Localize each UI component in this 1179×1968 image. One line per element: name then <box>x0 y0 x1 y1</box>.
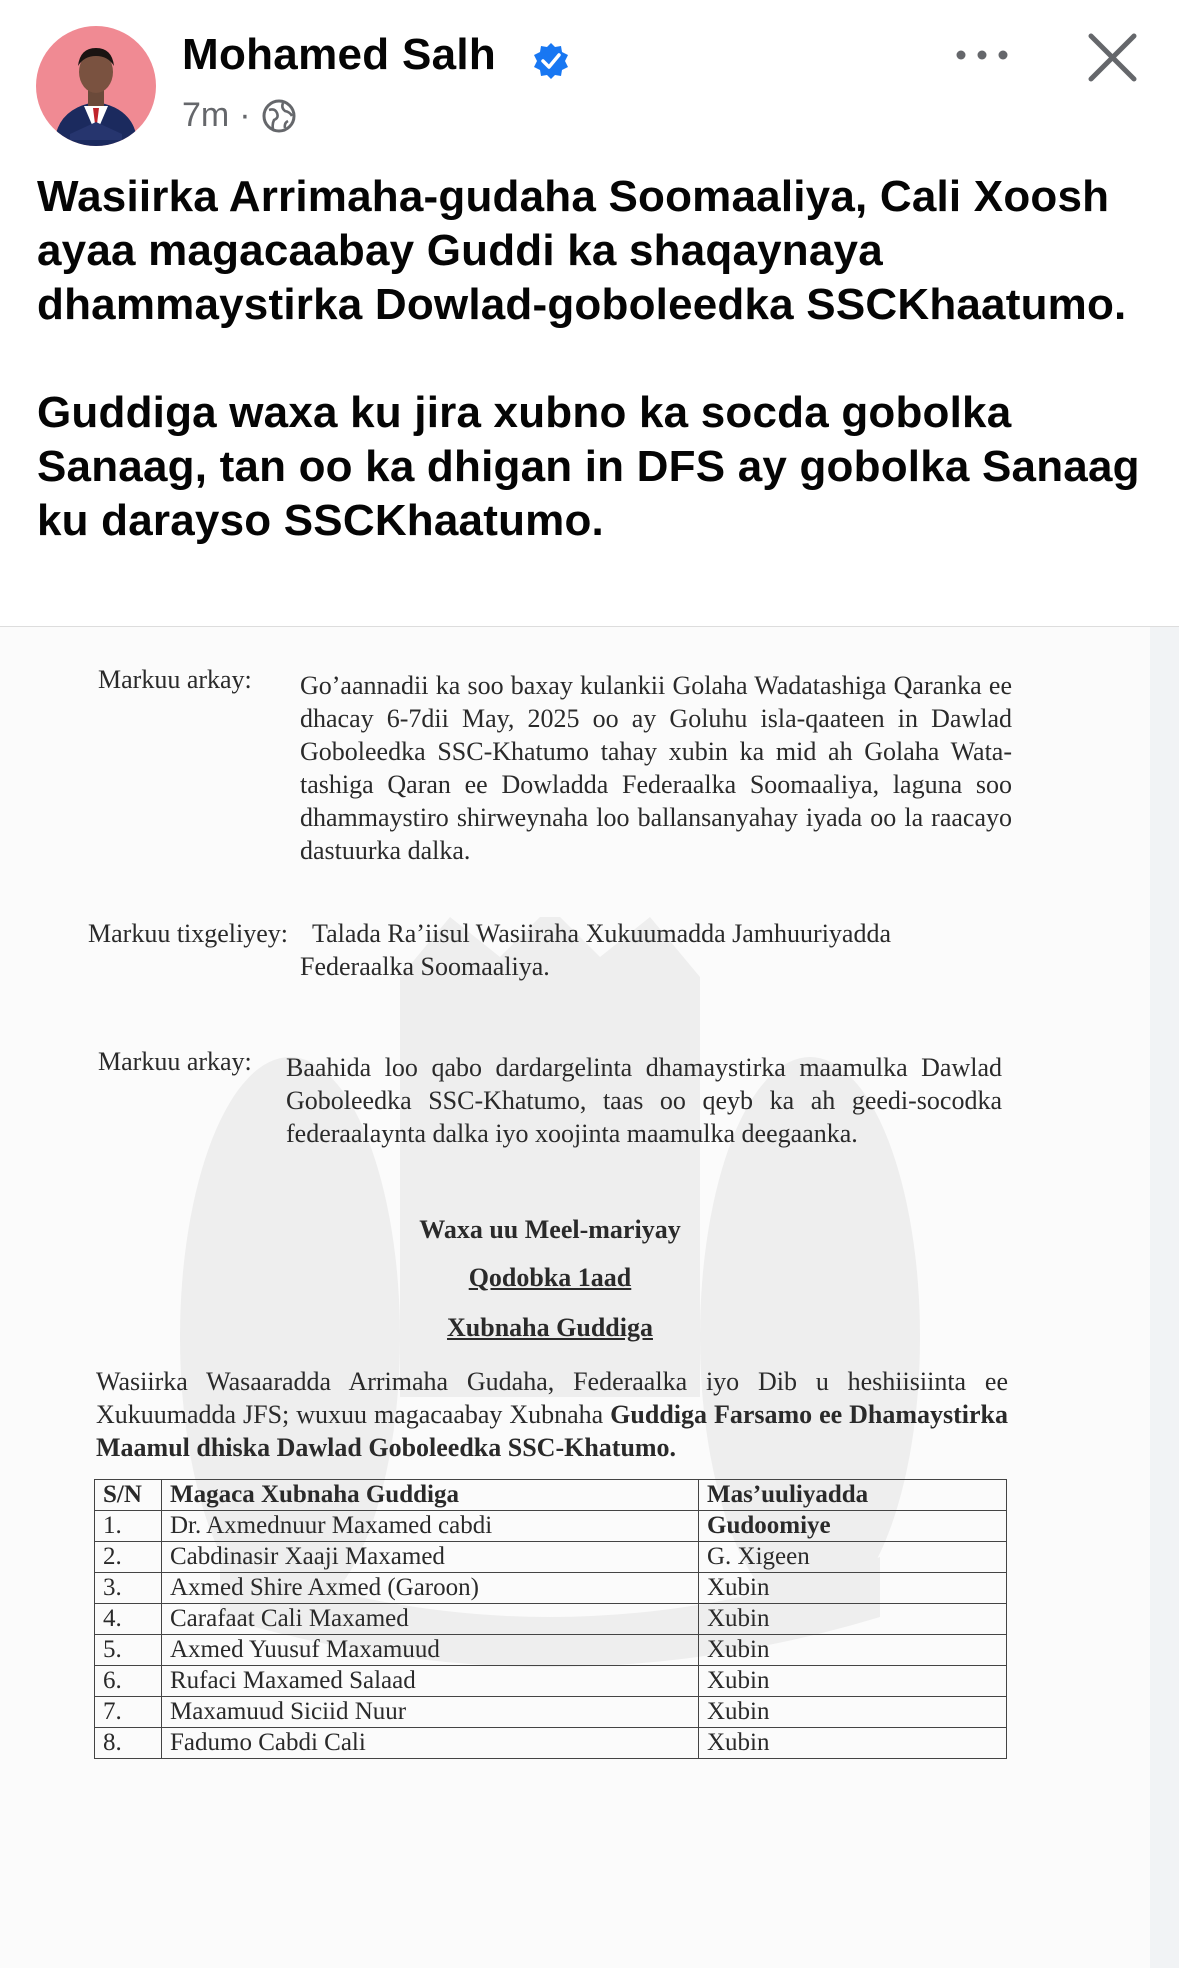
table-row <box>95 1728 1007 1759</box>
cell-name: Cabdinasir Xaaji Maxamed <box>162 1542 699 1573</box>
cell-role: Xubin <box>699 1697 1007 1728</box>
post-time[interactable]: 7m <box>182 96 230 134</box>
table-row <box>95 1635 1007 1666</box>
members-table <box>94 1479 1007 1759</box>
cell-sn: 8. <box>95 1728 162 1759</box>
cell-role: Xubin <box>699 1604 1007 1635</box>
post-paragraph-1: Wasiirka Arrimaha-gudaha Soomaaliya, Cali Xoosh ayaa magacaabay Guddi ka shaqaynaya dhammaystirka Dowlad-goboleedka SSCKhaatumo. <box>37 172 1127 329</box>
verified-badge-icon <box>532 42 570 80</box>
cell-role: Gudoomiye <box>699 1511 1007 1542</box>
globe-icon <box>261 98 297 134</box>
post-body <box>37 170 1147 602</box>
decision-heading: Waxa uu Meel-mariyay <box>419 1215 681 1244</box>
person-avatar-icon <box>36 26 156 146</box>
cell-name: Rufaci Maxamed Salaad <box>162 1666 699 1697</box>
section-1-text: Go’aannadii ka soo baxay kulankii Golaha Wadatashiga Qaranka ee dhacay 6-7dii May, 2025 oo ay Goluhu isla-qaateen in Dawlad Goboleedka SSC-Khatumo tahay xubin ka mid ah Golaha Wata-tashiga Qaran ee Dowladda Federaalka Soomaaliya, laguna soo dhammaystiro shirweynaha loo ballansanyahay iyada oo la raacayo dastuurka dalka. <box>300 671 1012 865</box>
cell-sn: 7. <box>95 1697 162 1728</box>
table-row <box>95 1604 1007 1635</box>
section-2-text: Talada Ra’iisul Wasiiraha Xukuumadda Jamhuuriyadda Federaalka Soomaaliya. <box>300 919 891 981</box>
table-row <box>95 1697 1007 1728</box>
section-2-label: Markuu tixgeliyey: <box>88 919 289 948</box>
cell-name: Axmed Shire Axmed (Garoon) <box>162 1573 699 1604</box>
col-name-header: Magaca Xubnaha Guddiga <box>162 1480 699 1511</box>
cell-sn: 4. <box>95 1604 162 1635</box>
cell-name: Dr. Axmednuur Maxamed cabdi <box>162 1511 699 1542</box>
author-name[interactable]: Mohamed Salh <box>182 30 497 79</box>
more-options-icon[interactable] <box>952 40 1012 70</box>
avatar[interactable] <box>36 26 156 146</box>
col-sn-header: S/N <box>95 1480 162 1511</box>
cell-name: Fadumo Cabdi Cali <box>162 1728 699 1759</box>
committee-heading: Xubnaha Guddiga <box>447 1313 653 1342</box>
document-edge <box>1150 627 1179 1968</box>
table-row <box>95 1542 1007 1573</box>
table-header-row <box>95 1480 1007 1511</box>
cell-role: Xubin <box>699 1635 1007 1666</box>
cell-sn: 6. <box>95 1666 162 1697</box>
meta-separator: · <box>239 96 251 134</box>
cell-name: Carafaat Cali Maxamed <box>162 1604 699 1635</box>
post-header <box>0 0 1179 150</box>
cell-role: Xubin <box>699 1728 1007 1759</box>
cell-name: Maxamuud Siciid Nuur <box>162 1697 699 1728</box>
appointment-text <box>96 1365 1008 1464</box>
cell-role: G. Xigeen <box>699 1542 1007 1573</box>
post-paragraph-2: Guddiga waxa ku jira xubno ka socda gobolka Sanaag, tan oo ka dhigan in DFS ay gobolka Sanaag ku darayso SSCKhaatumo. <box>37 388 1140 545</box>
post-meta <box>182 96 297 135</box>
article-heading: Qodobka 1aad <box>468 1263 632 1292</box>
table-row <box>95 1666 1007 1697</box>
section-3-text: Baahida loo qabo dardargelinta dhamaystirka maamulka Dawlad Goboleedka SSC-Khatumo, taas oo qeyb ka ah geedi-socodka federaalaynta dalka iyo xoojinta maamulka deegaanka. <box>286 1053 1002 1148</box>
cell-role: Xubin <box>699 1573 1007 1604</box>
document-image[interactable] <box>0 626 1179 1968</box>
table-row <box>95 1511 1007 1542</box>
appointment-committee-name: Guddiga Farsamo ee Dhamaystirka Maamul dhiska Dawlad Goboleedka SSC-Khatumo. <box>96 1400 1009 1462</box>
table-row <box>95 1573 1007 1604</box>
cell-sn: 3. <box>95 1573 162 1604</box>
col-role-header: Mas’uuliyadda <box>699 1480 1007 1511</box>
cell-sn: 2. <box>95 1542 162 1573</box>
close-icon[interactable] <box>1085 30 1140 85</box>
cell-sn: 5. <box>95 1635 162 1666</box>
section-1-label: Markuu arkay: <box>98 665 252 694</box>
cell-name: Axmed Yuusuf Maxamuud <box>162 1635 699 1666</box>
appointment-intro: Wasiirka Wasaaradda Arrimaha Gudaha, Federaalka iyo Dib u heshiisiinta ee Xukuumadda JFS; wuxuu magacaabay Xubnaha <box>96 1367 1008 1429</box>
cell-role: Xubin <box>699 1666 1007 1697</box>
cell-sn: 1. <box>95 1511 162 1542</box>
section-3-label: Markuu arkay: <box>98 1047 252 1076</box>
